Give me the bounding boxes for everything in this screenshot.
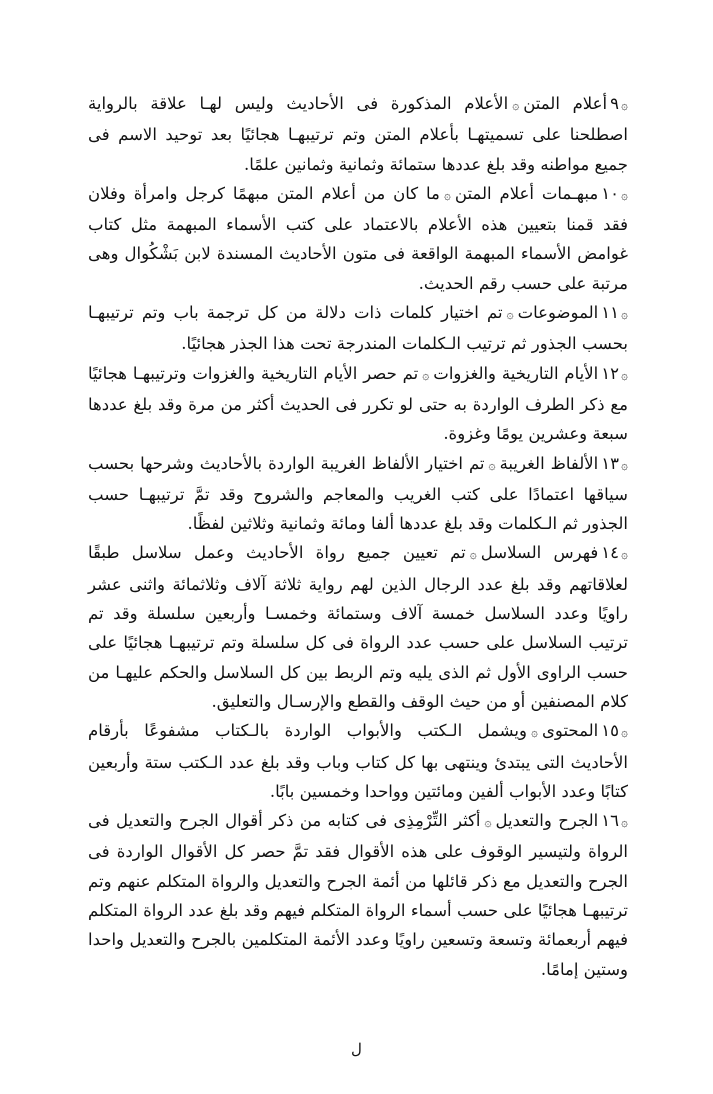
entry-number: ٩	[610, 94, 619, 113]
separator-icon: ۞	[506, 307, 514, 322]
entry-16	[88, 806, 628, 984]
page-number: ل	[351, 1040, 362, 1058]
entry-text: تم حصر الأيام التاريخية والغزوات وترتيبهـا هجائيًا مع ذكر الطرف الواردة به حتى لو تكرر فى الحديث أكثر من مرة وقد بلغ عددها سبعة وعشرين يومًا وغزوة.	[88, 363, 628, 444]
entry-text: تم تعيين جميع رواة الأحاديث وعمل سلاسل طبقًا لعلاقاتهم وقد بلغ عدد الرجال الذين لهم رواية ثلاثة آلاف وثلاثمائة واثنى عشر راويًا وعدد السلاسل خمسة آلاف وستمائة وخمسـا وأربعين سلسلة وقد تم ترتيب السلاسل على حسب عدد الرواة فى كل سلسلة وتم ترتيبهـا هجائيًا على حسب الراوى الأول ثم الذى يليه وتم الربط بين كل السلاسل والحكم عليهـا من كلام المصنفين أو من حيث الوقف والقطع والإرسـال والتعليق.	[88, 543, 628, 711]
bullet-icon: ۞	[620, 725, 628, 740]
separator-icon: ۞	[530, 725, 538, 740]
entry-number: ١٥	[601, 721, 619, 741]
separator-icon: ۞	[469, 547, 477, 562]
separator-icon: ۞	[484, 815, 492, 830]
entry-number: ١١	[601, 303, 619, 323]
entry-12	[88, 359, 628, 449]
entry-heading: المحتوى	[542, 721, 599, 741]
entry-heading: الموضوعات	[517, 303, 599, 323]
bullet-icon: ۞	[620, 547, 628, 562]
entry-text: تم اختيار كلمات ذات دلالة من كل ترجمة باب وتم ترتيبهـا بحسب الجذور ثم ترتيب الـكلمات المندرجة تحت هذا الجذر هجائيًا.	[88, 303, 628, 354]
bullet-icon: ۞	[620, 307, 628, 322]
entry-heading: مبهـمات أعلام المتن	[454, 183, 599, 203]
entry-number: ١٠	[601, 183, 619, 203]
entry-number: ١٢	[601, 363, 619, 383]
separator-icon: ۞	[488, 457, 496, 472]
entry-heading: الأيام التاريخية والغزوات	[433, 363, 599, 383]
bullet-icon: ۞	[620, 98, 628, 112]
entry-text: الأعلام المذكورة فى الأحاديث وليس لهـا علاقة بالرواية اصطلحنا على تسميتهـا بأعلام المتن وتم ترتيبهـا هجائيًا بعد توحيد الاسم فى جميع مواطنه وقد بلغ عددها ستمائة وثمانية وثمانين علمًا.	[88, 94, 628, 174]
entry-heading: أعلام المتن	[523, 94, 608, 113]
entry-number: ١٦	[601, 811, 619, 831]
bullet-icon: ۞	[620, 815, 628, 830]
entry-heading: الألفاظ الغريبة	[499, 453, 599, 473]
separator-icon: ۞	[443, 187, 451, 202]
entry-11	[88, 298, 628, 359]
entry-14	[88, 538, 628, 716]
entry-text: ما كان من أعلام المتن مبهمًا كرجل وامرأة وفلان فقد قمنا بتعيين هذه الأعلام بالاعتماد على كتب الأسماء المبهمة مثل كتاب غوامض الأسماء المبهمة الواقعة فى متون الأحاديث المسندة لابن بَشْكُوال وهى مرتبة على حسب رقم الحديث.	[88, 183, 628, 293]
entry-heading: الجرح والتعديل	[495, 811, 599, 831]
entry-9	[88, 89, 628, 179]
bullet-icon: ۞	[620, 367, 629, 382]
bullet-icon: ۞	[620, 187, 628, 202]
separator-icon: ۞	[512, 98, 520, 112]
entry-10	[88, 179, 628, 298]
entry-text: أكثر التِّرْمِذِى فى كتابه من ذكر أقوال الجرح والتعديل فى الرواة ولتيسير الوقوف على هذه الأقوال فقد تمَّ حصر كل الأقوال الواردة فى الجرح والتعديل مع ذكر قائلها من أئمة الجرح والتعديل والرواة المتكلم عنهم وتم ترتيبهـا هجائيًا على حسب أسماء الرواة المتكلم فيهم وقد بلغ عدد الرواة المتكلم فيهم أربعمائة وتسعة وتسعين راويًا وعدد الأئمة المتكلمين بالجرح والتعديل واحدا وستين إمامًا.	[88, 811, 628, 979]
entry-number: ١٤	[601, 543, 619, 563]
entry-number: ١٣	[601, 453, 619, 473]
entry-15	[88, 716, 628, 806]
entry-13	[88, 449, 628, 539]
entry-text: ويشمل الـكتب والأبواب الواردة بالـكتاب مشفوعًا بأرقام الأحاديث التى يبتدئ وينتهى بها كل كتاب وباب وقد بلغ عدد الـكتب ستة وأربعين كتابًا وعدد الأبواب ألفين ومائتين وواحدا وخمسين بابًا.	[88, 721, 628, 801]
entry-heading: فهرس السلاسل	[480, 543, 599, 563]
bullet-icon: ۞	[620, 457, 629, 472]
entry-text: تم اختيار الألفاظ الغريبة الواردة بالأحاديث وشرحها بحسب سياقها اعتمادًا على كتب الغريب والمعاجم والشروح وقد تمَّ ترتيبهـا حسب الجذور ثم الـكلمات وقد بلغ عددها ألفا ومائة وثمانية وثلاثين لفظًا.	[88, 453, 628, 534]
document-body	[88, 89, 628, 984]
separator-icon: ۞	[422, 367, 430, 382]
